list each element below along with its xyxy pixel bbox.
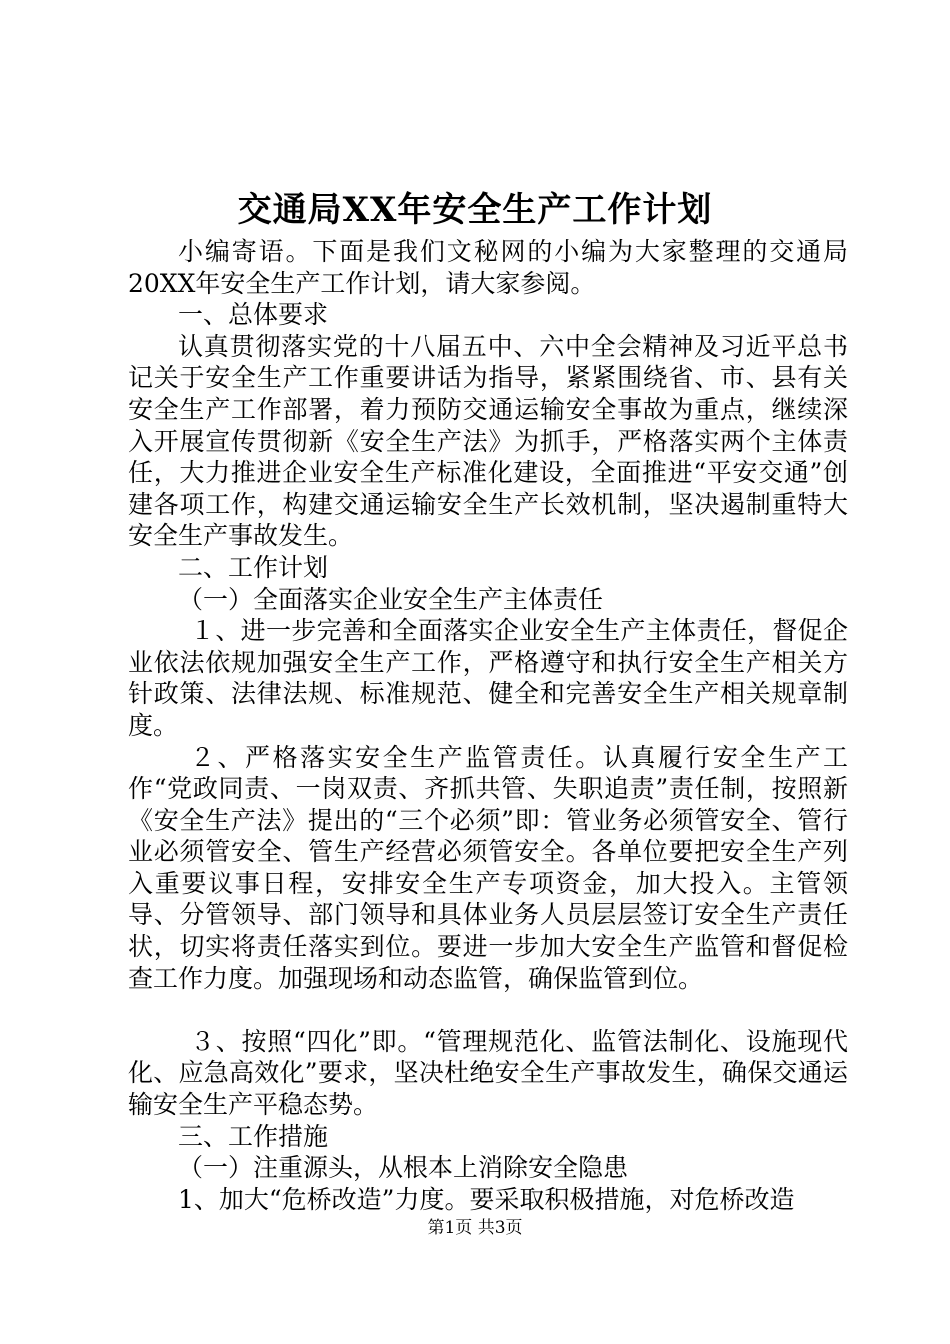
paragraph-plan-item-2: ２、严格落实安全生产监管责任。认真履行安全生产工作“党政同责、一岗双责、齐抓共管、失职追责”责任制，按照新《安全生产法》提出的“三个必须”即：管业务必须管安全、管行业必须管安全、管生产经营必须管安全。各单位要把安全生产列入重要议事日程，安排安全生产专项资金，加大投入。主管领导、分管领导、部门领导和具体业务人员层层签订安全生产责任状，切实将责任落实到位。要进一步加大安全生产监管和督促检查工作力度。加强现场和动态监管，确保监管到位。 <box>128 742 848 993</box>
subheading-enterprise-responsibility: （一）全面落实企业安全生产主体责任 <box>178 584 604 614</box>
paragraph-plan-item-3: ３、按照“四化”即。“管理规范化、监管法制化、设施现代化、应急高效化”要求，坚决杜绝安全生产事故发生，确保交通运输安全生产平稳态势。 <box>128 1026 848 1120</box>
document-body <box>128 236 848 1215</box>
page-number: 第1页 共3页 <box>427 1218 523 1238</box>
paragraph-intro: 小编寄语。下面是我们文秘网的小编为大家整理的交通局20XX年安全生产工作计划，请大家参阅。 <box>128 237 848 298</box>
heading-work-measures: 三、工作措施 <box>178 1121 329 1151</box>
paragraph-general-requirements: 认真贯彻落实党的十八届五中、六中全会精神及习近平总书记关于安全生产工作重要讲话为指导，紧紧围绕省、市、县有关安全生产工作部署，着力预防交通运输安全事故为重点，继续深入开展宣传贯彻新《安全生产法》为抓手，严格落实两个主体责任，大力推进企业安全生产标准化建设，全面推进“平安交通”创建各项工作，构建交通运输安全生产长效机制，坚决遏制重特大安全生产事故发生。 <box>128 331 848 551</box>
heading-work-plan: 二、工作计划 <box>178 552 329 582</box>
heading-general-requirements: 一、总体要求 <box>178 300 329 330</box>
document-title: 交通局XX年安全生产工作计划 <box>237 190 713 230</box>
paragraph-plan-item-1: １、进一步完善和全面落实企业安全生产主体责任，督促企业依法依规加强安全生产工作，严格遵守和执行安全生产相关方针政策、法律法规、标准规范、健全和完善安全生产相关规章制度。 <box>128 616 848 740</box>
subheading-source-control: （一）注重源头，从根本上消除安全隐患 <box>178 1153 629 1183</box>
paragraph-measure-item-1: 1、加大“危桥改造”力度。要采取积极措施，对危桥改造 <box>178 1184 795 1214</box>
